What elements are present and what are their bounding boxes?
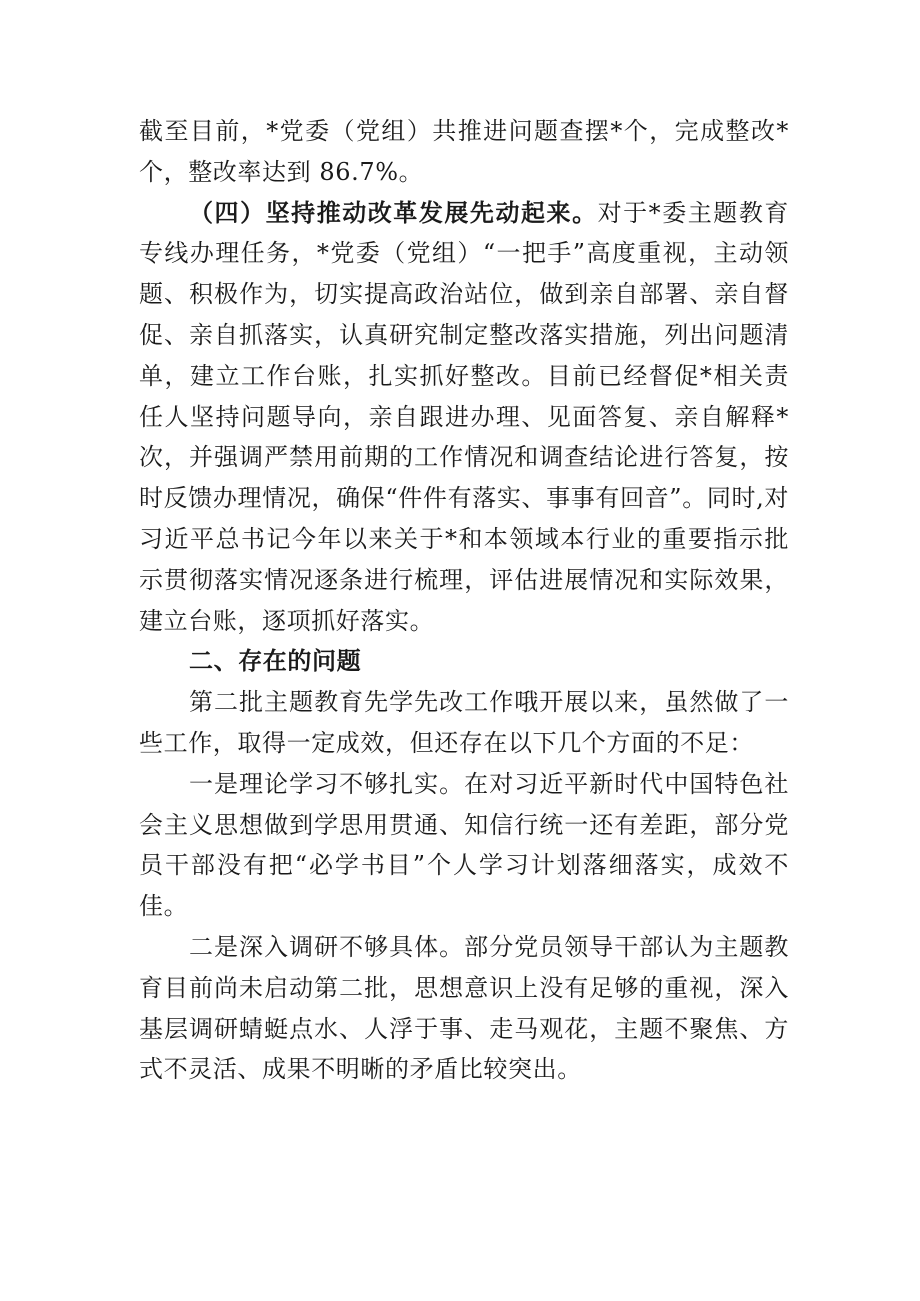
paragraph-problem-research <box>139 927 789 1090</box>
paragraph-text: 对于*委主题教育专线办理任务，*党委（党组）“一把手”高度重视，主动领题、积极作为，切实提高政治站位，做到亲自部署、亲自督促、亲自抓落实，认真研究制定整改落实措施，列出问题清单，建立工作台账，扎实抓好整改。目前已经督促*相关责任人坚持问题导向，亲自跟进办理、见面答复、亲自解释*次，并强调严禁用前期的工作情况和调查结论进行答复，按时反馈办理情况，确保“件件有落实、事事有回音”。同时,对习近平总书记今年以来关于*和本领域本行业的重要指示批示贯彻落实情况逐条进行梳理，评估进展情况和实际效果，建立台账，逐项抓好落实。 <box>139 198 789 635</box>
paragraph-reform-development <box>139 193 789 642</box>
paragraph-lead-heading: （四）坚持推动改革发展先动起来。 <box>189 198 598 227</box>
paragraph-problems-intro <box>139 682 789 764</box>
paragraph-problem-theory-study <box>139 764 789 927</box>
section-heading-problems: 二、存在的问题 <box>189 647 362 676</box>
paragraph-text: 截至目前，*党委（党组）共推进问题查摆*个，完成整改*个，整改率达到 86.7%。 <box>139 117 789 186</box>
paragraph-rectification-stats <box>139 111 789 193</box>
paragraph-text: 第二批主题教育先学先改工作哦开展以来，虽然做了一些工作，取得一定成效，但还存在以下几个方面的不足： <box>139 688 789 757</box>
document-body <box>139 111 789 1090</box>
paragraph-text: 一是理论学习不够扎实。在对习近平新时代中国特色社会主义思想做到学思用贯通、知信行统一还有差距，部分党员干部没有把“必学书目”个人学习计划落细落实，成效不佳。 <box>139 769 789 921</box>
paragraph-text: 二是深入调研不够具体。部分党员领导干部认为主题教育目前尚未启动第二批，思想意识上没有足够的重视，深入基层调研蜻蜓点水、人浮于事、走马观花，主题不聚焦、方式不灵活、成果不明晰的矛盾比较突出。 <box>139 932 789 1084</box>
